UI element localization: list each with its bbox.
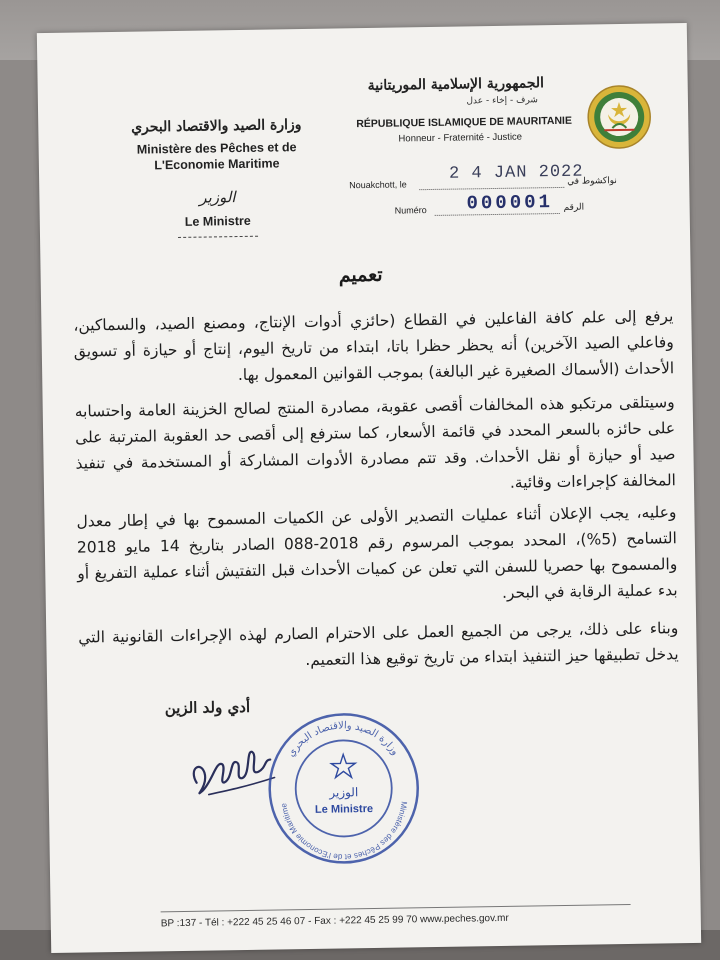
stamp-star-icon <box>331 754 355 777</box>
paragraph-prohibition: يرفع إلى علم كافة الفاعلين في القطاع (حائزي أدوات الإنتاج، ومصنع الصيد، والسماكين، وفاعلي الصيد الآخرين) أنه يحظر حظرا باتا، ابتداء من تاريخ اليوم، إنتاج أو حيازة أو تسويق الأحداث (الأسماك الصغيرة غير البالغة) بموجب القوانين المعمول بها. <box>73 307 675 385</box>
motto-arabic: شرف - إخاء - عدل <box>466 95 539 107</box>
republic-name-french: RÉPUBLIQUE ISLAMIQUE DE MAURITANIE <box>356 114 573 131</box>
national-seal-icon <box>586 84 653 151</box>
signer-name: أدي ولد الزين <box>164 697 251 718</box>
document-title: تعميم <box>338 263 383 287</box>
official-stamp <box>262 707 424 869</box>
paragraph-enforcement: وبناء على ذلك، يرجى من الجميع العمل على الاحترام الصارم لهذه الإجراءات القانونية التي يدخل تطبيقها حيز التنفيذ ابتداء من تاريخ توقيع هذا التعميم. <box>78 619 679 670</box>
paragraph-penalties: وسيتلقى مرتكبو هذه المخالفات أقصى عقوبة، مصادرة المنتج لصالح الخزينة العامة واحتسابه على حائزه بالسعر المحدد في قائمة الأسعار، كما سترفع إلى أقصى حد العقوبة المترتبة على صيد أو حيازة أو نقل الأحداث. وقد تتم مصادرة الأدوات المشاركة أو المستخدمة في تنفيذ المخالفة كإجراءات وقائية. <box>74 393 677 492</box>
republic-name-arabic: الجمهورية الإسلامية الموريتانية <box>367 75 545 94</box>
stamp-ring-text-french: Ministère des Pêches et de l'Economie Maritime <box>279 800 409 862</box>
ministry-name-arabic: وزارة الصيد والاقتصاد البحري <box>131 117 302 136</box>
reference-number-field <box>339 188 619 220</box>
date-label-arabic: نواكشوط في <box>567 176 617 187</box>
date-stamp-value: 2 4 JAN 2022 <box>448 162 584 184</box>
stamp-center-arabic: الوزير <box>329 785 359 800</box>
minister-title-french: Le Ministre <box>184 213 251 229</box>
minister-title-underline <box>178 236 258 238</box>
motto-french: Honneur - Fraternité - Justice <box>398 131 523 145</box>
ministry-name-french <box>117 139 317 174</box>
number-label-french: Numéro <box>394 205 427 216</box>
footer-contact: BP :137 - Tél : +222 45 25 46 07 - Fax : +222 45 25 99 70 www.peches.gov.mr <box>160 912 509 930</box>
ministry-name-french-line2: L'Economie Maritime <box>154 156 280 173</box>
date-label-french: Nouakchott, le <box>349 179 407 191</box>
ministry-name-french-line1: Ministère des Pêches et de <box>136 140 297 157</box>
number-label-arabic: الرقم <box>563 202 585 213</box>
paragraph-declaration: وعليه، يجب الإعلان أثناء عمليات التصدير الأولى عن الكميات المسموح بها في إطار معدل التسامح (5%)، المحدد بموجب المرسوم رقم 2018-088 الصادر بتاريخ 14 مايو 2018 والمسموح بها حصريا للسفن التي تعلن عن كميات الأحداث قبل التفتيش أثناء عملية التفريغ أو بدء عملية الرقابة في البحر. <box>76 503 678 602</box>
stamp-center-french: Le Ministre <box>314 802 374 816</box>
document-page <box>37 23 701 953</box>
reference-number-value: 000001 <box>466 191 554 215</box>
stamp-ring-text-arabic: وزارة الصيد والاقتصاد البحري <box>285 720 401 759</box>
number-dotted-line <box>435 213 560 216</box>
minister-title-arabic: الوزير <box>199 188 236 207</box>
